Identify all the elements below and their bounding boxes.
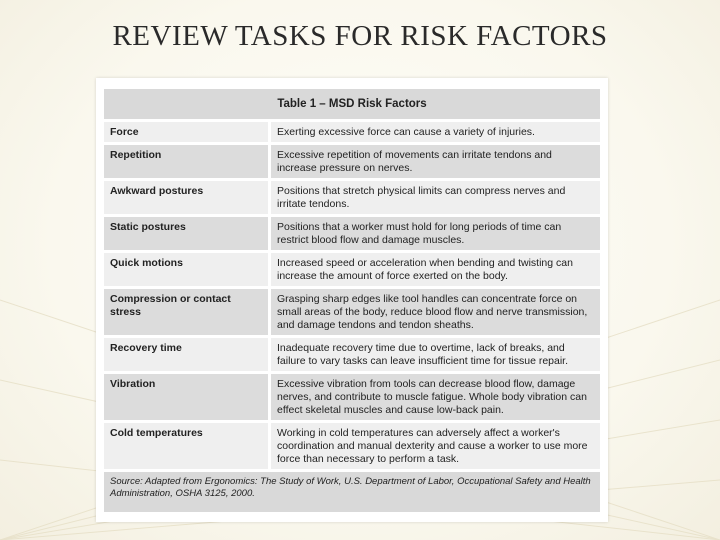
description-cell: Increased speed or acceleration when bending and twisting can increase the amount of force exerted on the body.	[271, 253, 600, 286]
table-caption: Table 1 – MSD Risk Factors	[104, 89, 600, 119]
description-cell: Excessive repetition of movements can irritate tendons and increase pressure on nerves.	[271, 145, 600, 178]
table-row	[104, 253, 600, 286]
table-row	[104, 181, 600, 214]
factor-cell: Compression or contact stress	[104, 289, 271, 335]
factor-cell: Vibration	[104, 374, 271, 420]
factor-cell: Repetition	[104, 145, 271, 178]
description-cell: Positions that stretch physical limits can compress nerves and irritate tendons.	[271, 181, 600, 214]
description-cell: Working in cold temperatures can adversely affect a worker's coordination and manual dexterity and cause a worker to use more force than necessary to perform a task.	[271, 423, 600, 469]
description-cell: Inadequate recovery time due to overtime, lack of breaks, and failure to vary tasks can leave insufficient time for tissue repair.	[271, 338, 600, 371]
table-row	[104, 289, 600, 335]
description-cell: Positions that a worker must hold for long periods of time can restrict blood flow and damage muscles.	[271, 217, 600, 250]
description-cell: Exerting excessive force can cause a variety of injuries.	[271, 122, 600, 142]
slide-title: REVIEW TASKS FOR RISK FACTORS	[112, 20, 608, 52]
factor-cell: Static postures	[104, 217, 271, 250]
description-cell: Excessive vibration from tools can decrease blood flow, damage nerves, and contribute to muscle fatigue. Whole body vibration can effect skeletal muscles and cause low-back pain.	[271, 374, 600, 420]
factor-cell: Recovery time	[104, 338, 271, 371]
table-row	[104, 217, 600, 250]
description-cell: Grasping sharp edges like tool handles can concentrate force on small areas of the body, reduce blood flow and nerve transmission, and damage tendons and tendon sheaths.	[271, 289, 600, 335]
table-row	[104, 145, 600, 178]
table-image-card	[96, 78, 608, 522]
factor-cell: Quick motions	[104, 253, 271, 286]
table-row	[104, 338, 600, 371]
factor-cell: Force	[104, 122, 271, 142]
factor-cell: Awkward postures	[104, 181, 271, 214]
table-row	[104, 423, 600, 469]
factor-cell: Cold temperatures	[104, 423, 271, 469]
msd-risk-factors-table	[104, 86, 600, 472]
table-source-note: Source: Adapted from Ergonomics: The Study of Work, U.S. Department of Labor, Occupational Safety and Health Administration, OSHA 3125, 2000.	[104, 472, 600, 512]
table-row	[104, 374, 600, 420]
table-row	[104, 122, 600, 142]
